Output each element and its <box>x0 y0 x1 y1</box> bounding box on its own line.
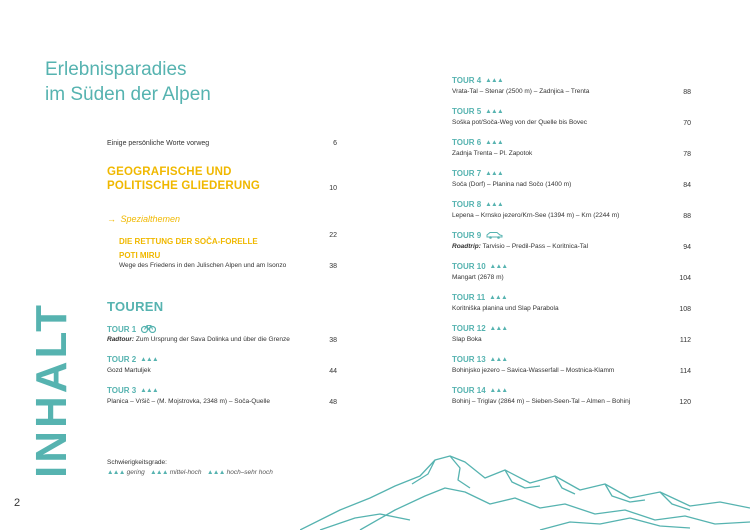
toc-page: 22 <box>329 232 337 239</box>
tour-label: TOUR 14 <box>452 386 486 395</box>
difficulty-icon: ▲▲▲ <box>485 77 504 84</box>
tour-entry[interactable] <box>452 200 691 220</box>
difficulty-icon: ▲▲▲ <box>485 170 504 177</box>
touren-heading: TOUREN <box>107 299 164 314</box>
tour-entry[interactable] <box>452 293 691 313</box>
car-icon <box>486 231 503 239</box>
tour-type: Radtour: <box>107 336 135 343</box>
geo-line-2: POLITISCHE GLIEDERUNG <box>107 180 261 192</box>
tour-label: TOUR 2 <box>107 355 137 364</box>
toc-page: 10 <box>329 185 337 192</box>
tour-label: TOUR 4 <box>452 76 482 85</box>
difficulty-icon: ▲▲▲ <box>489 263 508 270</box>
difficulty-mid-icon: ▲▲▲ <box>150 469 168 476</box>
tour-desc: Zadnja Trenta – Pl. Zapotok <box>452 150 533 157</box>
difficulty-icon: ▲▲▲ <box>485 201 504 208</box>
tour-entry[interactable] <box>107 386 337 406</box>
geo-line-1: GEOGRAFISCHE UND <box>107 166 232 178</box>
tour-label: TOUR 5 <box>452 107 482 116</box>
page-number: 2 <box>14 497 21 509</box>
tour-label: TOUR 11 <box>452 293 486 302</box>
tour-desc: Slap Boka <box>452 336 482 343</box>
tour-desc: Vrata-Tal – Stenar (2500 m) – Zadnjica – Trenta <box>452 88 590 95</box>
legend-item-high: hoch–sehr hoch <box>226 469 273 476</box>
toc-page: 70 <box>683 120 691 127</box>
difficulty-icon: ▲▲▲ <box>140 356 159 363</box>
toc-entry-label: POTI MIRU <box>119 251 161 260</box>
toc-page: 120 <box>679 399 691 406</box>
toc-entry-poti-miru[interactable] <box>119 251 337 270</box>
difficulty-icon: ▲▲▲ <box>489 387 508 394</box>
toc-entry-forelle[interactable] <box>119 231 337 249</box>
legend-item-mid: mittel-hoch <box>169 469 202 476</box>
tour-label: TOUR 10 <box>452 262 486 271</box>
tour-entry[interactable] <box>107 355 337 375</box>
section-title-vertical: INHALT <box>27 301 76 478</box>
tour-desc: Tarvisio – Predil-Pass – Koritnica-Tal <box>480 243 589 250</box>
tour-entry[interactable] <box>107 324 337 344</box>
difficulty-icon: ▲▲▲ <box>140 387 159 394</box>
tour-entry[interactable] <box>452 76 691 96</box>
title-line-1: Erlebnisparadies <box>45 59 187 80</box>
toc-entry-sub: Wege des Friedens in den Julischen Alpen und am Isonzo <box>119 262 287 269</box>
title-line-2: im Süden der Alpen <box>45 84 211 105</box>
tour-entry[interactable] <box>452 262 691 282</box>
toc-page: 78 <box>683 151 691 158</box>
tour-desc: Planica – Vršič – (M. Mojstrovka, 2348 m) – Soča-Quelle <box>107 398 271 405</box>
toc-page: 88 <box>683 213 691 220</box>
toc-page: 112 <box>679 337 691 344</box>
difficulty-icon: ▲▲▲ <box>489 294 508 301</box>
toc-page: 38 <box>329 337 337 344</box>
toc-entry-intro[interactable] <box>107 139 337 148</box>
bike-icon <box>141 324 156 333</box>
toc-page: 108 <box>679 306 691 313</box>
toc-page: 48 <box>329 399 337 406</box>
tour-label: TOUR 9 <box>452 231 482 240</box>
toc-page: 94 <box>683 244 691 251</box>
tour-label: TOUR 1 <box>107 325 137 334</box>
toc-page: 114 <box>679 368 691 375</box>
tour-desc: Bohinj – Triglav (2864 m) – Sieben-Seen-Tal – Almen – Bohinj <box>452 398 631 405</box>
tour-label: TOUR 13 <box>452 355 486 364</box>
tour-entry[interactable] <box>452 355 691 375</box>
toc-page: 44 <box>329 368 337 375</box>
tour-desc: Lepena – Krnsko jezero/Krn-See (1394 m) – Krn (2244 m) <box>452 212 620 219</box>
tour-entry[interactable] <box>452 169 691 189</box>
page-title <box>45 57 211 107</box>
difficulty-icon: ▲▲▲ <box>485 108 504 115</box>
legend-item-low: gering <box>126 469 145 476</box>
difficulty-icon: ▲▲▲ <box>489 356 508 363</box>
difficulty-high-icon: ▲▲▲ <box>206 469 225 476</box>
toc-page: 6 <box>333 140 337 147</box>
toc-page: 104 <box>679 275 691 282</box>
tour-entry[interactable] <box>452 231 691 251</box>
difficulty-legend <box>107 469 273 476</box>
tour-desc: Gozd Martuljek <box>107 367 151 374</box>
toc-entry-label: Einige persönliche Worte vorweg <box>107 140 210 147</box>
tour-entry[interactable] <box>452 107 691 127</box>
toc-page: 38 <box>329 263 337 270</box>
tour-label: TOUR 6 <box>452 138 482 147</box>
tour-type: Roadtrip: <box>452 243 481 250</box>
toc-page: 84 <box>683 182 691 189</box>
tour-desc: Bohinjsko jezero – Savica-Wasserfall – Mostnica-Klamm <box>452 367 615 374</box>
tour-label: TOUR 8 <box>452 200 482 209</box>
difficulty-icon: ▲▲▲ <box>489 325 508 332</box>
tour-desc: Soška pot/Soča-Weg von der Quelle bis Bovec <box>452 119 588 126</box>
tour-entry[interactable] <box>452 138 691 158</box>
tour-label: TOUR 7 <box>452 169 482 178</box>
tour-label: TOUR 12 <box>452 324 486 333</box>
tour-desc: Zum Ursprung der Sava Dolinka und über die Grenze <box>134 336 290 343</box>
tour-entry[interactable] <box>452 324 691 344</box>
spezialthemen-label: Spezialthemen <box>120 214 180 224</box>
tour-desc: Koritniška planina und Slap Parabola <box>452 305 559 312</box>
difficulty-low-icon: ▲▲▲ <box>107 469 125 476</box>
tour-desc: Mangart (2678 m) <box>452 274 504 281</box>
spezialthemen-heading <box>107 209 337 227</box>
tour-entry[interactable] <box>452 386 691 406</box>
legend-label: Schwierigkeitsgrade: <box>107 459 167 466</box>
toc-entry-label: DIE RETTUNG DER SOČA-FORELLE <box>119 237 258 246</box>
mountain-outline-illustration <box>300 448 750 530</box>
toc-page: 88 <box>683 89 691 96</box>
tour-label: TOUR 3 <box>107 386 137 395</box>
arrow-right-icon: → <box>107 214 116 224</box>
tour-desc: Soča (Dorf) – Planina nad Sočo (1400 m) <box>452 181 572 188</box>
difficulty-icon: ▲▲▲ <box>485 139 504 146</box>
toc-entry-geo[interactable] <box>107 165 337 193</box>
